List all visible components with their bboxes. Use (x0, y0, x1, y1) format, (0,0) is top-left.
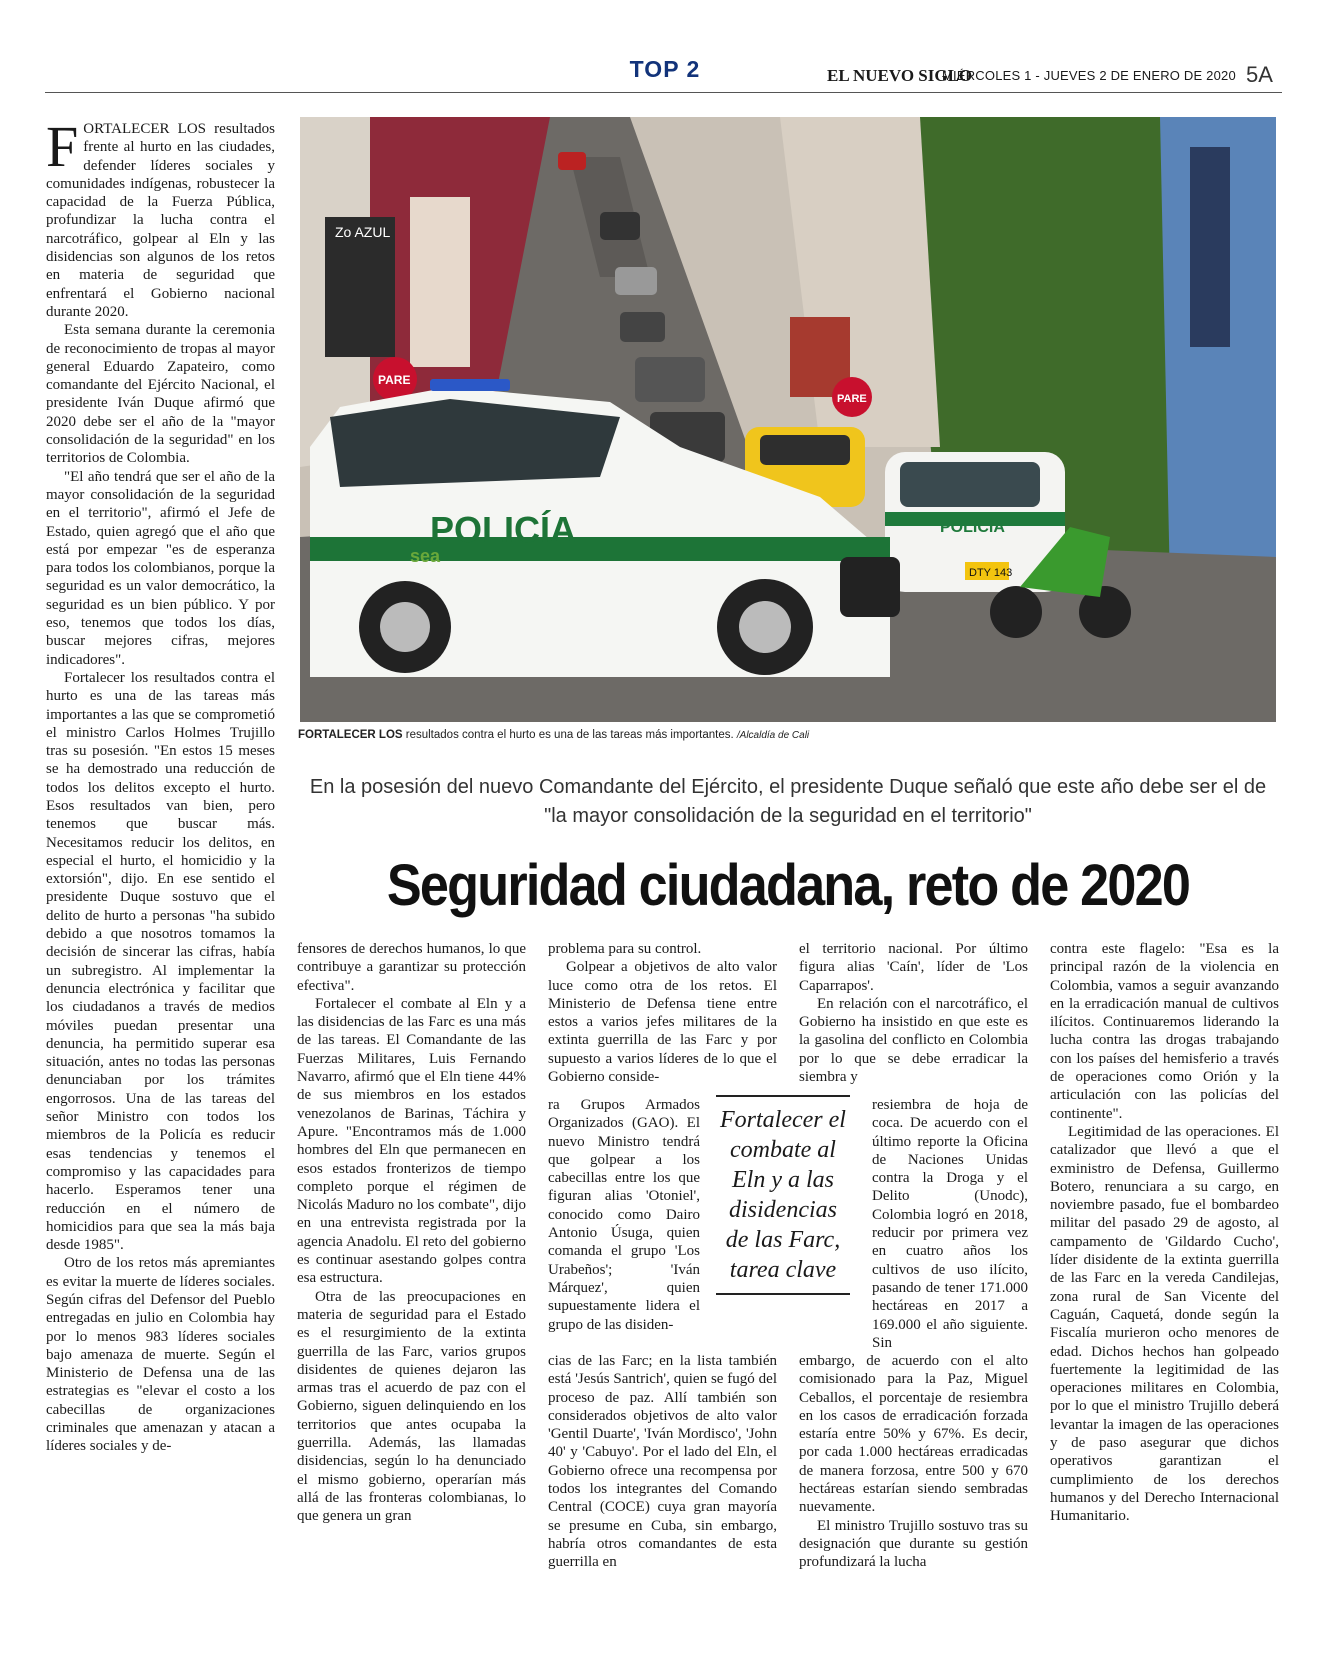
svg-text:PARE: PARE (837, 393, 867, 405)
paragraph: Otra de las preocupaciones en materia de seguridad para el Estado es el resurgimiento de la extinta guerrilla de las Farc, varios grupos disidentes de quienes dejaron las armas tras el acuerdo de paz con el Gobierno, siguen delinquiendo en los territorios que antes ocupaba la guerrilla. Además, las llamadas disidencias, según lo ha denunciado el mismo gobierno, operarían más allá de las fronteras colombianas, lo que genera un gran (297, 1288, 526, 1525)
paragraph: "El año tendrá que ser el año de la mayor consolidación de la seguridad en el territorio", afirmó el Jefe de Estado, quien agregó que el año que está por empezar "es de esperanza para todos los colombianos, porque la seguridad es un valor democrático, la seguridad es un bien público. Y por eso, tenemos que todos los días, buscar mejores cifras, mejores indicadores". (46, 468, 275, 668)
article-column-4-bottom (799, 1352, 1028, 1572)
page-number: 5A (1246, 62, 1273, 87)
lead-paragraph: FORTALECER LOS resultados frente al hurto en las ciudades, defender líderes sociales y comunidades indígenas, robustecer la capacidad de la Fuerza Pública, profundizar la lucha contra el narcotráfico, golpear al Eln y las disidencias son algunos de los retos en materia de seguridad que enfrentará el Gobierno nacional durante 2020. (46, 114, 275, 320)
article-headline: Seguridad ciudadana, reto de 2020 (386, 853, 1190, 918)
article-column-2 (297, 940, 526, 1526)
section-label: TOP 2 (629, 56, 701, 82)
newspaper-masthead: EL NUEVO SIGLO (827, 66, 973, 85)
paragraph: problema para su control. (548, 941, 702, 957)
photo-credit: /Alcaldía de Cali (736, 730, 810, 741)
drop-cap: F (46, 114, 79, 179)
article-column-3-narrow (548, 1096, 700, 1334)
svg-text:sea: sea (410, 546, 441, 566)
svg-text:PARE: PARE (378, 373, 411, 387)
paragraph: Fortalecer los resultados contra el hurto es una de las tareas más importantes a las que se comprometió el ministro Carlos Holmes Trujillo tras su posesión. "En estos 15 meses se ha demostrado una reducción de todos los delitos excepto el hurto. Esos resultados van bien, pero tenemos que buscar más. Necesitamos reducir los delitos, en especial el hurto, el homicidio y la extorsión", dijo. En ese sentido el presidente Duque sostuvo que el delito de hurto a personas "ha subido debido a que nosotros tomamos la decisión de sincerar las cifras, había un subregistro. Al implementar la denuncia electrónica y facilitar que los ciudadanos a través de medios móviles puedan presentar una denuncia, ha permitido superar esa situación, antes no todas las personas denunciaban por los trámites engorrosos. Una de las tareas del señor Ministro con todos los miembros de la Policía es reducir esas tendencias y tenemos el compromiso y las capacidades para hacerlo. Esperamos tener una reducción en el número de homicidios para que sea la más baja desde 1985". (46, 669, 275, 1254)
svg-text:POLICÍA: POLICÍA (430, 509, 577, 550)
paragraph: embargo, de acuerdo con el alto comisionado para la Paz, Miguel Ceballos, el porcentaje de resiembra en los casos de erradicación forzada estaría entre 50% y 67%. Es decir, por cada 1.000 hectáreas erradicadas de manera forzosa, entre 500 y 670 hectáreas estarían siendo sembradas nuevamente. (799, 1353, 1028, 1516)
paragraph: contra este flagelo: "Esa es la principal razón de la violencia en Colombia, vamos a seguir avanzando en la erradicación manual de cultivos ilícitos. Continuaremos liderando la lucha contra las drogas trabajando con los países del hemisferio a través de operaciones como Orión y la articulación con las policías del continente". (1050, 941, 1279, 1122)
article-column-5 (1050, 940, 1279, 1526)
article-kicker: En la posesión del nuevo Comandante del Ejército, el presidente Duque señaló que este año debe ser el de "la mayor consolidación de la seguridad en el territorio" (309, 776, 1267, 827)
issue-date: MIÉRCOLES 1 - JUEVES 2 DE ENERO DE 2020 (942, 68, 1236, 83)
svg-text:Zo AZUL: Zo AZUL (335, 224, 391, 240)
article-column-3 (548, 940, 777, 1086)
pull-quote: Fortalecer el combate al Eln y a las disidencias de las Farc, tarea clave (716, 1095, 850, 1295)
article-column-1 (46, 114, 275, 1456)
paragraph: Golpear a objetivos de alto valor luce como otra de los retos. El Ministerio de Defensa tiene entre estos a varios jefes militares de la extinta guerrilla de las Farc y por supuesto a varios líderes de lo que el Gobierno conside- (548, 959, 777, 1086)
paragraph: ra Grupos Armados Organizados (GAO). El nuevo Ministro tendrá que golpear a los cabecillas entre los que figuran alias 'Otoniel', conocido como Dairo Antonio Úsuga, quien comanda el grupo 'Los Urabeños'; 'Iván Márquez', quien supuestamente lidera el grupo de las disiden- (548, 1097, 700, 1333)
paragraph: Otro de los retos más apremiantes es evitar la muerte de líderes sociales. Según cifras del Defensor del Pueblo entregadas en julio en Colombia hay por lo menos 983 líderes sociales bajo amenaza de muerte. Según el Ministerio de Defensa una de las estrategias es "elevar el costo a los cabecillas de organizaciones criminales que amenazan y atacan a líderes sociales y de- (46, 1255, 275, 1455)
paragraph: cias de las Farc; en la lista también está 'Jesús Santrich', quien se fugó del proceso de paz. Allí también son considerados objetivos de alto valor 'Gentil Duarte', 'Iván Mordisco', 'John 40' y 'Cabuyo'. Por el lado del Eln, el Gobierno ofrece una recompensa por todos los integrantes del Comando Central (COCE) cuya gran mayoría se presume en Cuba, sin embargo, habría otros comandantes de esta guerrilla en (548, 1353, 777, 1571)
paragraph: el territorio nacional. Por último figura alias 'Caín', líder de 'Los Caparrapos'. (799, 941, 1028, 994)
paragraph: Legitimidad de las operaciones. El catalizador que llevó a que el exministro de Defensa, Guillermo Botero, renunciara a su cargo, en noviembre pasado, fue el bombardeo militar del pasado 29 de agosto, al campamento de 'Gildardo Cucho', líder disidente de la extinta guerrilla de las Farc en la vereda Candilejas, zona rural de San Vicente del Caguán, Caquetá, donde según la Fiscalía murieron ocho menores de edad. Dichos hechos han golpeado fuertemente la legitimidad de las operaciones militares en Colombia, por lo que el ministro Trujillo deberá levantar la imagen de las operaciones y de paso asegurar que dichos operativos garantizan el cumplimiento de los derechos humanos y del Derecho Internacional Humanitario. (1050, 1123, 1279, 1525)
paragraph: fensores de derechos humanos, lo que contribuye a garantizar su protección efectiva". (297, 941, 526, 994)
article-column-4 (799, 940, 1028, 1086)
article-column-4-narrow (872, 1096, 1028, 1352)
paragraph: Fortalecer el combate al Eln y a las disidencias de las Farc es una más de las tareas. El Comandante de las Fuerzas Militares, Luis Fernando Navarro, afirmó que el Eln tiene 44% de sus miembros en los estados venezolanos de Barinas, Táchira y Apure. "Encontramos más de 1.000 hombres del Eln que permanecen en esos estados fronterizos de tiempo completo porque el régimen de Nicolás Maduro no los combate", dijo en una entrevista registrada por la agencia Anadolu. El reto del gobierno es continuar asestando golpes contra esa estructura. (297, 995, 526, 1287)
header-rule (45, 92, 1282, 93)
article-column-3-bottom (548, 1352, 777, 1572)
svg-text:POLICÍA: POLICÍA (940, 519, 1005, 536)
paragraph: resiembra de hoja de coca. De acuerdo con el último reporte la Oficina de Naciones Unidas contra la Droga y el Delito (Unodc), Colombia logró en 2018, reducir por primera vez en cuatro años los cultivos de uso ilícito, pasando de tener 171.000 hectáreas en 2017 a 169.000 el año siguiente. Sin (872, 1097, 1028, 1351)
paragraph: En relación con el narcotráfico, el Gobierno ha insistido en que este es la gasolina del conflicto en Colombia por lo que se debe erradicar la siembra y (799, 995, 1028, 1086)
photo-caption: FORTALECER LOS resultados contra el hurto es una de las tareas más importantes. /Alcaldía de Cali (298, 729, 810, 741)
paragraph: Esta semana durante la ceremonia de reconocimiento de tropas al mayor general Eduardo Zapateiro, como comandante del Ejército Nacional, el presidente Iván Duque afirmó que 2020 debe ser el año de la "mayor consolidación de la seguridad" en los territorios de Colombia. (46, 322, 275, 467)
svg-text:DTY 143: DTY 143 (969, 567, 1013, 579)
street-photo-police-car (300, 117, 1276, 722)
paragraph: El ministro Trujillo sostuvo tras su designación que durante su gestión profundizará la lucha (799, 1517, 1028, 1571)
